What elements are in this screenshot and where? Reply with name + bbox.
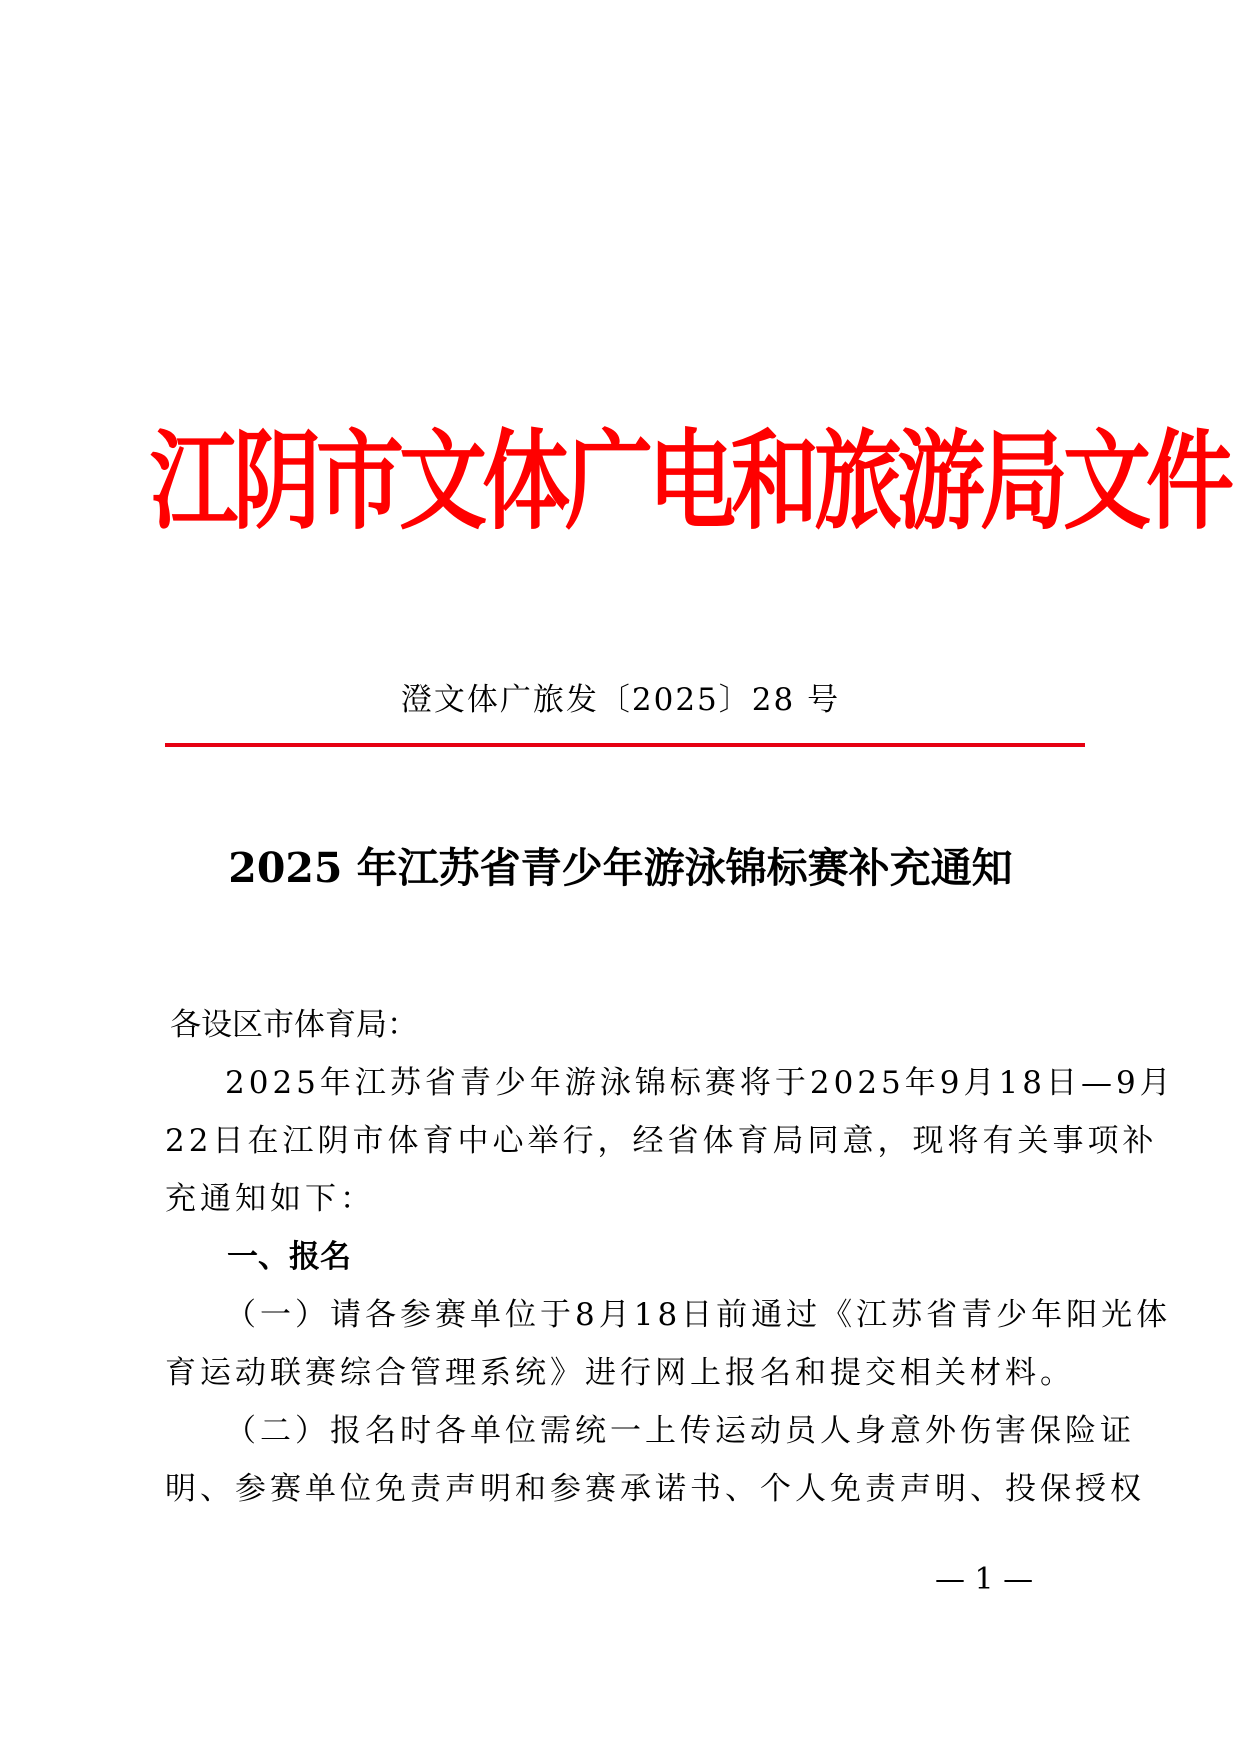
paragraph-line: 育运动联赛综合管理系统》进行网上报名和提交相关材料。: [165, 1355, 1075, 1391]
salutation: 各设区市体育局：: [170, 1007, 418, 1043]
page-number: — 1 —: [935, 1562, 1034, 1597]
paragraph-line: 充通知如下：: [165, 1181, 375, 1217]
red-divider-line: [165, 743, 1085, 747]
paragraph-line: 明、参赛单位免责声明和参赛承诺书、个人免责声明、投保授权: [165, 1471, 1145, 1507]
item-paragraph-1: [165, 1286, 1172, 1402]
paragraph-line: 2025年江苏省青少年游泳锦标赛将于2025年9月18日—9月: [225, 1065, 1175, 1101]
paragraph-line: 22日在江阴市体育中心举行，经省体育局同意，现将有关事项补: [165, 1123, 1158, 1159]
masthead-title: 江阴市文体广电和旅游局文件: [150, 418, 1230, 545]
paragraph-line: （二）报名时各单位需统一上传运动员人身意外伤害保险证: [225, 1413, 1135, 1449]
intro-paragraph: [165, 1054, 1175, 1228]
document-number: 澄文体广旅发〔2025〕28 号: [400, 682, 841, 718]
section-heading: 一、报名: [227, 1239, 351, 1275]
paragraph-line: （一）请各参赛单位于8月18日前通过《江苏省青少年阳光体: [225, 1297, 1172, 1333]
item-paragraph-2: [165, 1402, 1145, 1518]
notice-title: 2025 年江苏省青少年游泳锦标赛补充通知: [228, 844, 1013, 892]
